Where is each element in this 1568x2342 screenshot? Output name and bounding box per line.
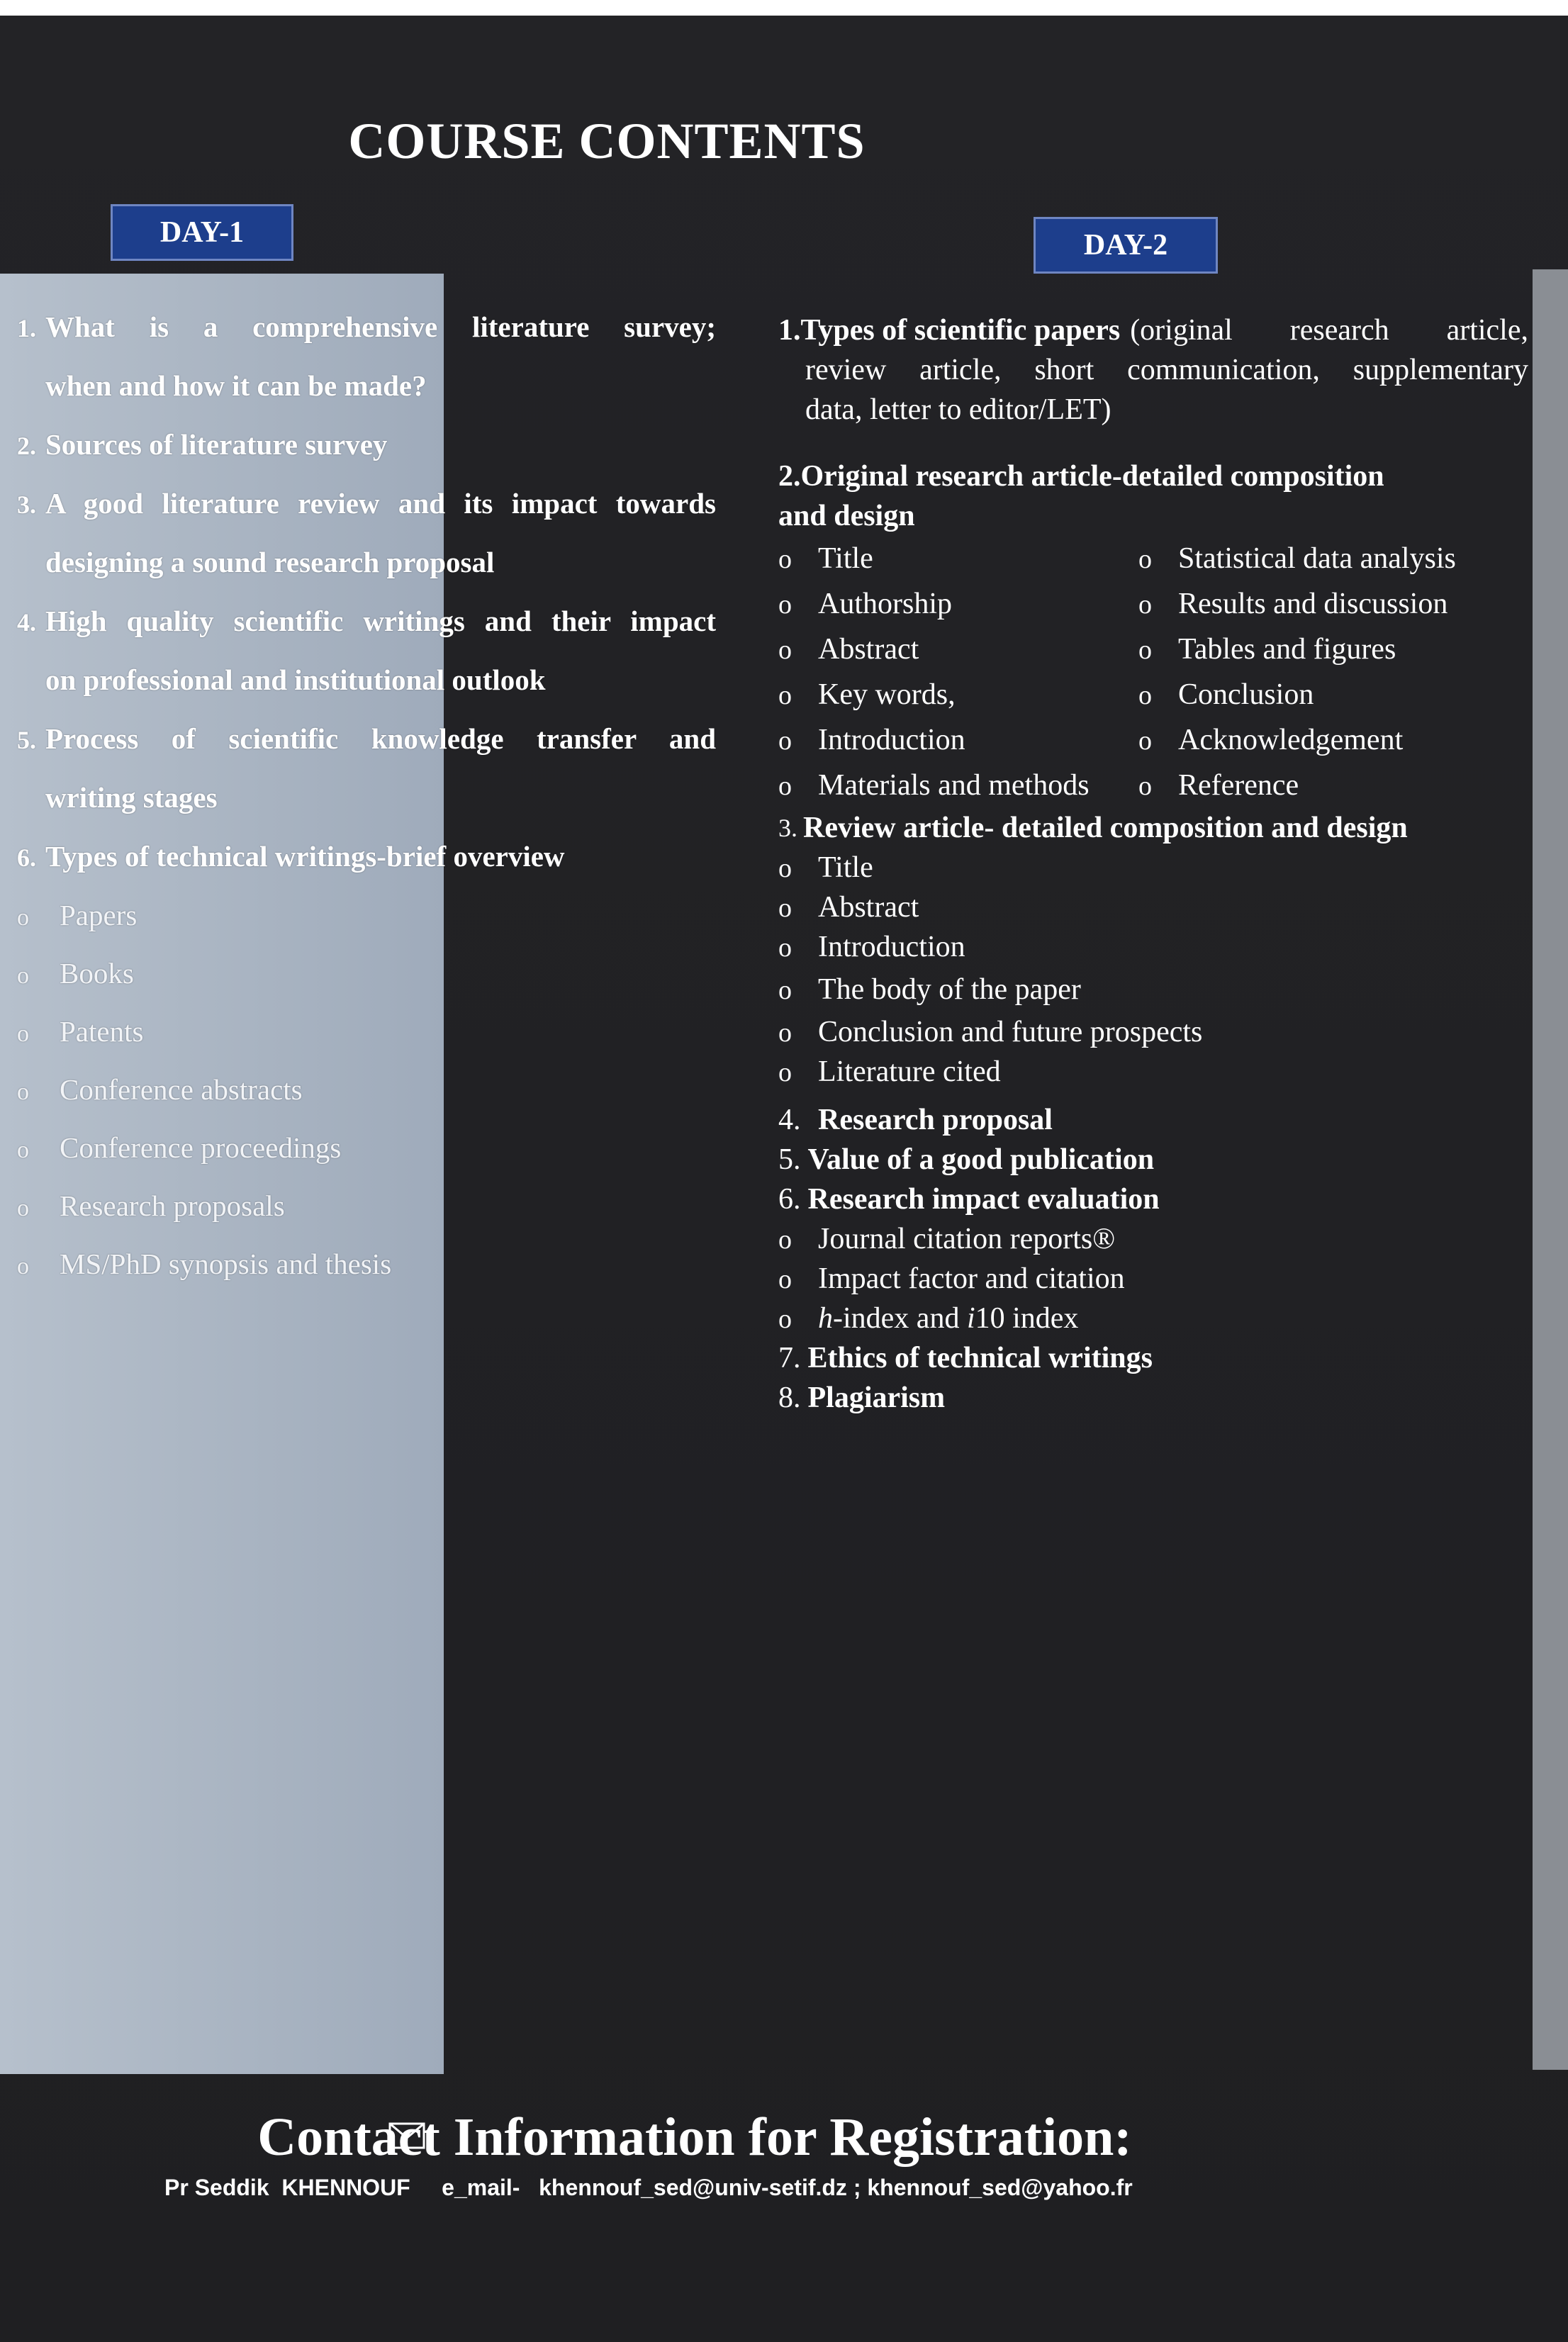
list-item: o Materials and methods [778, 763, 1138, 808]
item-number: 5. [17, 726, 36, 754]
contact-details: Pr Seddik KHENNOUF e_mail- khennouf_sed@univ-setif.dz ; khennouf_sed@yahoo.fr [164, 2175, 1133, 2200]
list-item: o Title [778, 536, 1138, 581]
bullet-icon: o [778, 1018, 792, 1048]
list-item: o Tables and figures [1138, 627, 1528, 672]
envelope-icon [388, 2122, 425, 2149]
section-text: data, letter to editor/LET) [805, 393, 1111, 426]
section-heading: Value of a good publication [807, 1143, 1155, 1176]
item-text: designing a sound research proposal [45, 546, 495, 578]
bullet-icon: o [778, 1265, 792, 1294]
day1-item-2 [17, 415, 716, 474]
day2-section-2 [778, 456, 1528, 808]
item-text: A good literature review and its impact towards [45, 487, 716, 520]
list-item: o Statistical data analysis [1138, 536, 1528, 581]
day1-item-6 [17, 827, 716, 886]
day2-badge: DAY-2 [1034, 217, 1218, 274]
day2-section-6 [778, 1180, 1528, 1338]
bullet-icon: o [778, 1304, 792, 1334]
day1-item-1 [17, 298, 716, 415]
list-item: o Papers [17, 886, 716, 944]
item-text: Process of scientific knowledge transfer and [45, 722, 716, 755]
item-number: 6. [17, 844, 36, 872]
section-text: (original research article, [1130, 314, 1528, 347]
day1-item-3 [17, 474, 716, 592]
section-number: 4. [778, 1104, 801, 1136]
section-heading: Research impact evaluation [807, 1183, 1160, 1216]
bullet-icon: o [1138, 726, 1152, 756]
bullet-icon: o [778, 893, 792, 923]
item-text: High quality scientific writings and their impact [45, 605, 716, 637]
bullet-icon: o [17, 1079, 29, 1105]
contact-title: Contact Information for Registration: [257, 2107, 1132, 2167]
list-item: o Impact factor and citation [778, 1259, 1528, 1299]
item-number: 4. [17, 608, 36, 637]
list-item: o Reference [1138, 763, 1528, 808]
section-number: 3. [778, 814, 797, 842]
bullet-icon: o [17, 1021, 29, 1047]
bullet-icon: o [17, 963, 29, 989]
bullet-icon: o [778, 1058, 792, 1087]
list-item: o Conclusion and future prospects [778, 1012, 1528, 1052]
day1-badge: DAY-1 [111, 204, 293, 261]
day2-section-1 [778, 310, 1528, 430]
bullet-icon: o [17, 1195, 29, 1221]
list-item: o Title [778, 848, 1528, 887]
bullet-icon: o [778, 771, 792, 801]
list-item: o Introduction [778, 717, 1138, 763]
bullet-icon: o [778, 544, 792, 574]
day2-contents [778, 310, 1528, 1418]
item-text: What is a comprehensive literature survey; [45, 310, 716, 343]
list-item: o Journal citation reports® [778, 1219, 1528, 1259]
bullet-icon: o [1138, 544, 1152, 574]
bullet-icon: o [778, 975, 792, 1005]
day2-section-4 [778, 1100, 1528, 1140]
day2-section-7 [778, 1338, 1528, 1378]
list-item: o Literature cited [778, 1052, 1528, 1092]
page-title: COURSE CONTENTS [348, 113, 866, 169]
bullet-icon: o [778, 635, 792, 665]
section-heading: Research proposal [818, 1104, 1053, 1136]
right-edge-stripe [1533, 269, 1568, 2070]
section-heading: Ethics of technical writings [807, 1342, 1153, 1374]
item-text: Sources of literature survey [45, 428, 388, 461]
list-item: o The body of the paper [778, 967, 1528, 1012]
section-number: 8. [778, 1382, 801, 1414]
section-number: 7. [778, 1342, 801, 1374]
list-item: o Results and discussion [1138, 581, 1528, 627]
day1-contents [17, 298, 716, 1293]
list-item: o h-index and i10 index [778, 1299, 1528, 1338]
list-item: o Acknowledgement [1138, 717, 1528, 763]
bullet-icon: o [1138, 590, 1152, 620]
bullet-icon: o [1138, 771, 1152, 801]
list-item: o Abstract [778, 887, 1528, 927]
section-number: 2. [778, 460, 801, 493]
item-text: Types of technical writings-brief overview [45, 840, 565, 873]
section-heading: Original research article-detailed composition [800, 460, 1384, 493]
list-item: o Conference abstracts [17, 1060, 716, 1119]
bullet-icon: o [778, 590, 792, 620]
section-number: 5. [778, 1143, 801, 1176]
section-text: review article, short communication, supplementary [805, 354, 1528, 386]
section-heading: Plagiarism [807, 1382, 946, 1414]
item-number: 3. [17, 491, 36, 519]
day2-section-5 [778, 1140, 1528, 1180]
bullet-icon: o [778, 933, 792, 963]
section-heading: Types of scientific papers [800, 314, 1121, 347]
day1-item-4 [17, 592, 716, 710]
list-item: o Conference proceedings [17, 1119, 716, 1177]
item-text: writing stages [45, 781, 218, 814]
section-number: 6. [778, 1183, 801, 1216]
day1-item-5 [17, 710, 716, 827]
day2-section-3 [778, 808, 1528, 1092]
bullet-icon: o [778, 1225, 792, 1255]
list-item: o Introduction [778, 927, 1528, 967]
bullet-icon: o [17, 904, 29, 931]
list-item: o Conclusion [1138, 672, 1528, 717]
item-number: 2. [17, 432, 36, 460]
bullet-icon: o [778, 680, 792, 710]
section-number: 1. [778, 314, 801, 347]
bullet-icon: o [1138, 635, 1152, 665]
bullet-icon: o [778, 853, 792, 883]
list-item: o Research proposals [17, 1177, 716, 1235]
list-item: o MS/PhD synopsis and thesis [17, 1235, 716, 1293]
item-text: on professional and institutional outlook [45, 663, 546, 696]
bullet-icon: o [778, 726, 792, 756]
item-text: when and how it can be made? [45, 369, 427, 402]
list-item: o Books [17, 944, 716, 1002]
list-item: o Abstract [778, 627, 1138, 672]
bullet-icon: o [17, 1137, 29, 1163]
bullet-icon: o [17, 1253, 29, 1279]
list-item: o Key words, [778, 672, 1138, 717]
day2-section-8 [778, 1378, 1528, 1418]
item-number: 1. [17, 314, 36, 342]
list-item: o Patents [17, 1002, 716, 1060]
section-heading: Review article- detailed composition and design [803, 812, 1408, 844]
bullet-icon: o [1138, 680, 1152, 710]
section-heading: and design [778, 500, 915, 532]
list-item: o Authorship [778, 581, 1138, 627]
